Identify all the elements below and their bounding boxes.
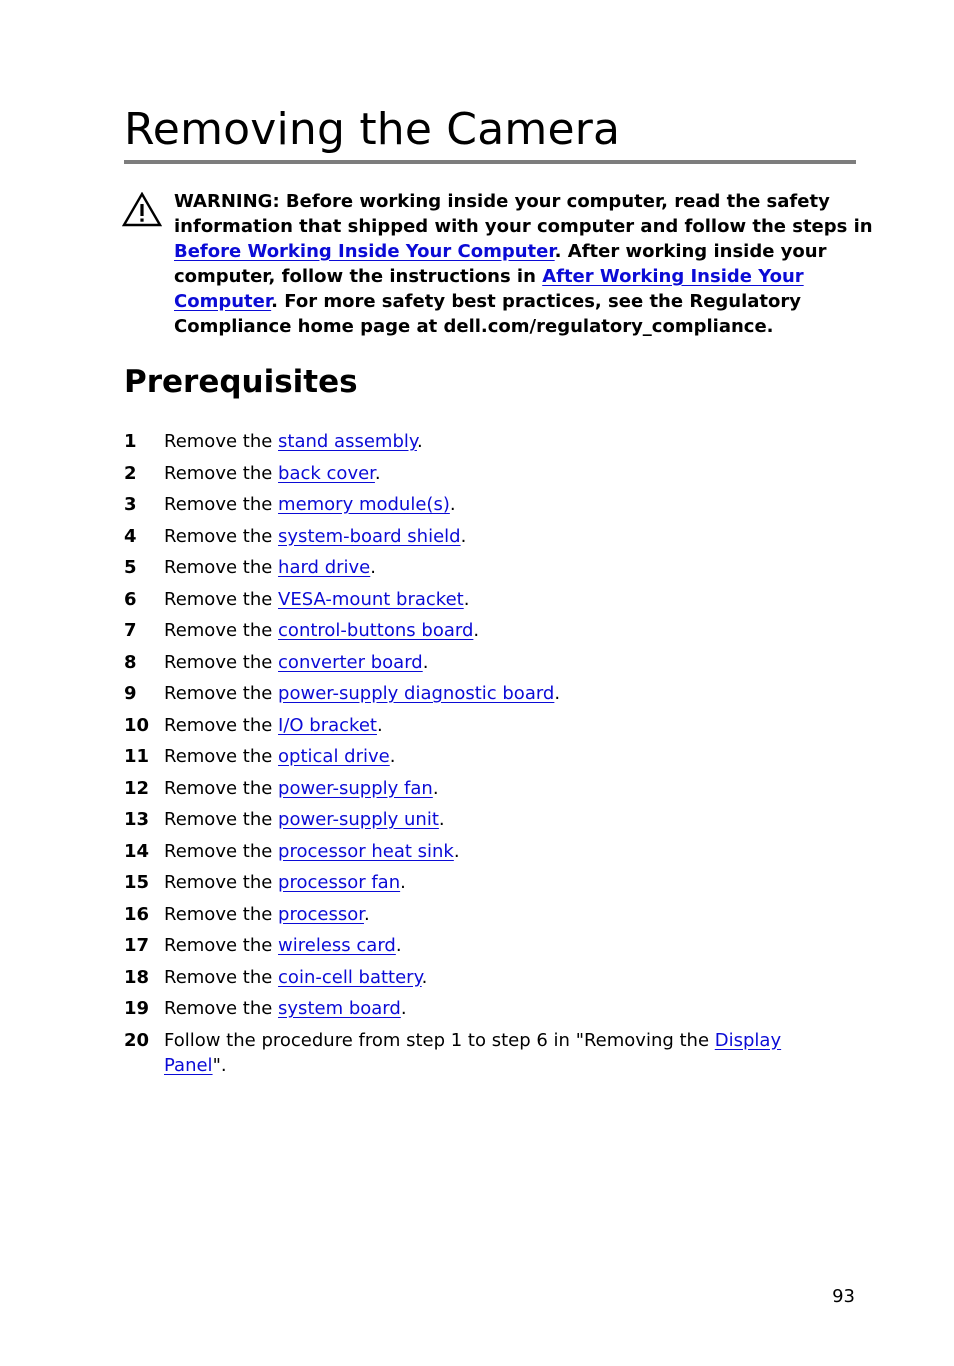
step-link[interactable]: processor heat sink xyxy=(278,840,454,862)
step-text: Remove the processor fan. xyxy=(164,872,406,893)
page-title: Removing the Camera xyxy=(124,104,621,155)
warning-line: WARNING: Before working inside your computer, read the safety xyxy=(174,191,830,212)
step-item xyxy=(124,426,844,458)
step-number: 20 xyxy=(124,1029,150,1051)
step-link[interactable]: system-board shield xyxy=(278,525,461,547)
step-text: Remove the control-buttons board. xyxy=(164,620,480,641)
step-item xyxy=(124,993,844,1025)
step-link[interactable]: coin-cell battery xyxy=(278,966,422,988)
step-number: 6 xyxy=(124,588,137,610)
step-item xyxy=(124,552,844,584)
step-item xyxy=(124,489,844,521)
step-number: 13 xyxy=(124,809,150,830)
after-working-link-continued[interactable]: Computer xyxy=(174,291,272,312)
step-text: Remove the wireless card. xyxy=(164,935,402,956)
step-item xyxy=(124,804,844,836)
step-link[interactable]: converter board xyxy=(278,651,423,673)
step-link[interactable]: stand assembly xyxy=(278,431,417,452)
warning-line: computer, follow the instructions in After Working Inside Your xyxy=(174,266,804,287)
step-item xyxy=(124,678,844,710)
warning-line: information that shipped with your computer and follow the steps in xyxy=(174,216,873,237)
step-number: 8 xyxy=(124,651,137,673)
step-link[interactable]: system board xyxy=(278,998,401,1019)
step-text: Remove the processor heat sink. xyxy=(164,840,460,862)
display-panel-link[interactable]: Display Panel xyxy=(164,1029,782,1076)
step-number: 9 xyxy=(124,683,137,704)
step-number: 10 xyxy=(124,714,150,736)
step-text: Remove the VESA-mount bracket. xyxy=(164,588,470,610)
step-link[interactable]: memory module(s) xyxy=(278,494,450,515)
after-working-link[interactable]: After Working Inside Your xyxy=(542,266,804,287)
step-number: 4 xyxy=(124,525,137,547)
warning-triangle-icon xyxy=(122,192,162,228)
before-working-link[interactable]: Before Working Inside Your Computer xyxy=(174,241,555,262)
step-item xyxy=(124,962,844,994)
step-number: 18 xyxy=(124,966,150,988)
step-number: 19 xyxy=(124,998,150,1019)
step-item xyxy=(124,584,844,616)
step-text: Remove the power-supply diagnostic board. xyxy=(164,683,561,704)
step-link[interactable]: wireless card xyxy=(278,935,396,956)
step-text: Remove the converter board. xyxy=(164,651,429,673)
step-number: 16 xyxy=(124,903,150,925)
step-text: Remove the power-supply unit. xyxy=(164,809,445,830)
step-number: 5 xyxy=(124,557,137,578)
step-text: Remove the power-supply fan. xyxy=(164,777,439,799)
warning-line: Before Working Inside Your Computer. After working inside your xyxy=(174,241,827,262)
step-item xyxy=(124,458,844,490)
step-item xyxy=(124,773,844,805)
step-link[interactable]: hard drive xyxy=(278,557,371,578)
step-text: Remove the memory module(s). xyxy=(164,494,456,515)
step-item xyxy=(124,710,844,742)
step-item-final xyxy=(124,1025,844,1078)
step-text: Remove the stand assembly. xyxy=(164,431,423,452)
step-link[interactable]: power-supply diagnostic board xyxy=(278,683,555,704)
step-link[interactable]: VESA-mount bracket xyxy=(278,588,464,610)
title-rule xyxy=(124,160,856,164)
prerequisites-heading: Prerequisites xyxy=(124,364,358,400)
step-number: 1 xyxy=(124,431,137,452)
warning-line: Compliance home page at dell.com/regulatory_compliance. xyxy=(174,316,774,337)
step-number: 12 xyxy=(124,777,150,799)
step-text: Remove the back cover. xyxy=(164,462,381,484)
step-item xyxy=(124,836,844,868)
step-number: 15 xyxy=(124,872,150,893)
step-number: 17 xyxy=(124,935,150,956)
step-item xyxy=(124,930,844,962)
warning-line: Computer. For more safety best practices, see the Regulatory xyxy=(174,291,801,312)
step-text: Remove the coin-cell battery. xyxy=(164,966,428,988)
step-item xyxy=(124,867,844,899)
step-item xyxy=(124,521,844,553)
step-number: 3 xyxy=(124,494,137,515)
step-link[interactable]: processor xyxy=(278,903,364,925)
step-link[interactable]: back cover xyxy=(278,462,375,484)
step-text: Remove the processor. xyxy=(164,903,370,925)
step-link[interactable]: control-buttons board xyxy=(278,620,474,641)
step-item xyxy=(124,615,844,647)
step-number: 14 xyxy=(124,840,150,862)
step-text: Remove the optical drive. xyxy=(164,746,396,767)
prerequisites-list xyxy=(124,426,844,1078)
step-text: Remove the I/O bracket. xyxy=(164,714,383,736)
step-number: 2 xyxy=(124,462,137,484)
step-link[interactable]: optical drive xyxy=(278,746,390,767)
step-link[interactable]: power-supply unit xyxy=(278,809,439,830)
step-item xyxy=(124,741,844,773)
step-link[interactable]: I/O bracket xyxy=(278,714,377,736)
step-item xyxy=(124,647,844,679)
step-link[interactable]: power-supply fan xyxy=(278,777,433,799)
step-text: Remove the system board. xyxy=(164,998,407,1019)
step-text: Remove the system-board shield. xyxy=(164,525,467,547)
step-number: 7 xyxy=(124,620,137,641)
step-link[interactable]: processor fan xyxy=(278,872,401,893)
step-item xyxy=(124,899,844,931)
step-text: Remove the hard drive. xyxy=(164,557,376,578)
page-number: 93 xyxy=(832,1286,855,1307)
warning-notice xyxy=(174,189,873,339)
step-text: Follow the procedure from step 1 to step 6 in "Removing the Display Panel". xyxy=(164,1029,782,1076)
step-number: 11 xyxy=(124,746,150,767)
warning-text xyxy=(174,189,873,339)
